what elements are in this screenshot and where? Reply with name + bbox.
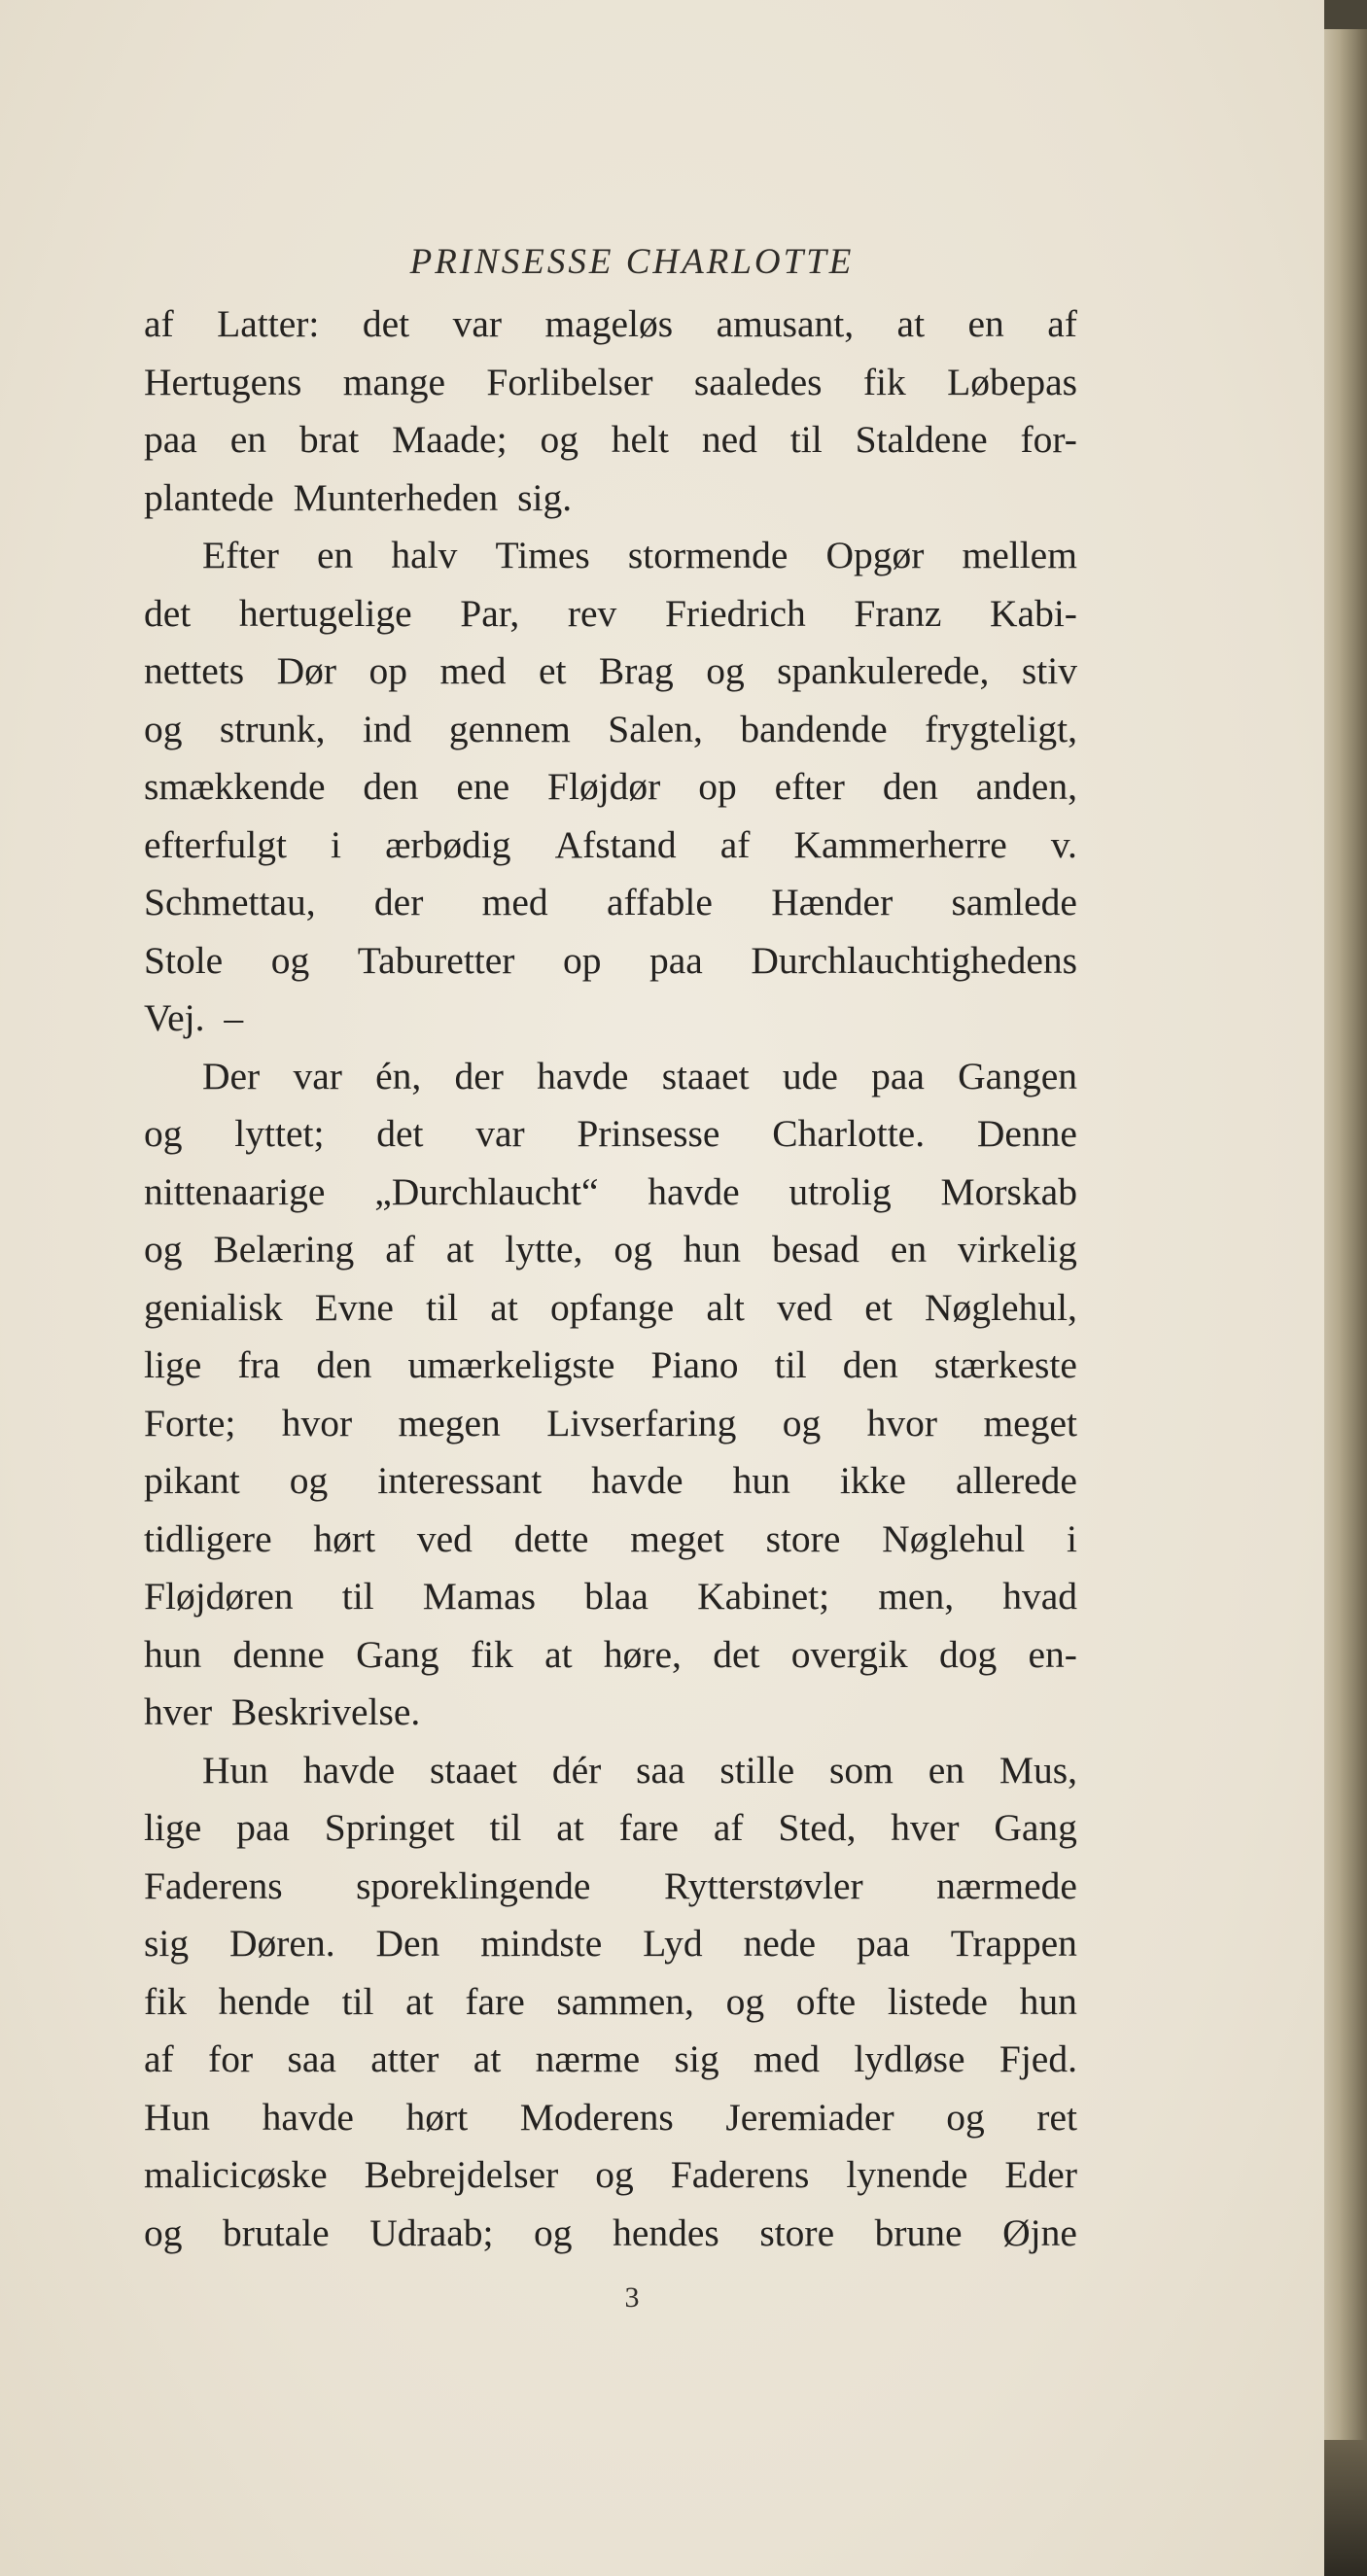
word: Springet <box>324 1806 455 1849</box>
text-line <box>144 2205 1077 2263</box>
word: Mus, <box>999 1748 1077 1792</box>
word: allerede <box>955 1459 1077 1502</box>
text-line <box>144 1221 1077 1279</box>
word: den <box>316 1343 372 1386</box>
word: overgik <box>790 1632 908 1676</box>
word: helt <box>611 418 670 461</box>
text-line <box>144 1048 1077 1106</box>
text-line <box>144 1742 1077 1800</box>
word: ind <box>362 707 412 750</box>
word: fare <box>618 1806 679 1849</box>
word: Kabinet; <box>697 1575 830 1618</box>
word: Friedrich <box>664 591 806 635</box>
word: en- <box>1028 1632 1077 1676</box>
word: paa <box>871 1054 925 1097</box>
text-line <box>144 2146 1077 2205</box>
word: op <box>368 649 407 692</box>
word: brat <box>298 418 360 461</box>
word: en <box>317 534 354 576</box>
word: i <box>331 822 341 866</box>
word: ene <box>456 765 510 808</box>
word: paa <box>649 938 703 982</box>
word: saaledes <box>693 360 823 403</box>
text-line <box>144 932 1077 991</box>
word: Forte; <box>144 1401 236 1445</box>
word: Kabi- <box>990 591 1077 635</box>
word: Hun <box>144 2095 211 2139</box>
word: hun <box>144 1632 202 1676</box>
word: var <box>293 1054 342 1097</box>
word: af <box>713 1806 744 1849</box>
word: en <box>967 302 1004 345</box>
word: Par, <box>460 591 520 635</box>
word: Denne <box>976 1112 1077 1155</box>
word: Den <box>375 1922 440 1965</box>
word: Gang <box>994 1806 1077 1849</box>
word: en <box>229 418 266 461</box>
word: sammen, <box>556 1979 694 2023</box>
word: til <box>426 1285 459 1329</box>
word: nettets <box>144 649 245 692</box>
text-line <box>144 411 1077 470</box>
word: rev <box>567 591 617 635</box>
text-line <box>144 1858 1077 1916</box>
word: brutale <box>223 2210 330 2254</box>
word: atter <box>370 2037 439 2080</box>
word: ret <box>1036 2095 1077 2139</box>
word: var <box>475 1112 525 1155</box>
word: men, <box>878 1575 955 1618</box>
word: ved <box>777 1285 833 1329</box>
word: megen <box>398 1401 501 1445</box>
word: efterfulgt <box>144 822 287 866</box>
word: Dør <box>276 649 337 692</box>
word: dog <box>938 1632 998 1676</box>
word: paa <box>236 1806 290 1849</box>
word: Gangen <box>958 1054 1077 1097</box>
word: Øjne <box>1002 2210 1077 2254</box>
word: store <box>765 1516 841 1560</box>
word: var <box>452 302 503 345</box>
word: fik <box>144 1979 187 2023</box>
word: at <box>405 1979 434 2023</box>
word: op <box>562 938 602 982</box>
word: det <box>376 1112 424 1155</box>
word: nærme <box>535 2037 641 2080</box>
word: hvad <box>1002 1575 1077 1618</box>
word: fare <box>465 1979 525 2023</box>
word: Mamas <box>422 1575 537 1618</box>
word: til <box>341 1979 374 2023</box>
word: og <box>289 1459 329 1502</box>
word: Latter: <box>217 302 320 345</box>
word: stille <box>719 1748 795 1792</box>
word: „Durchlaucht“ <box>374 1169 599 1213</box>
word: at <box>445 1228 474 1271</box>
word: dér <box>551 1748 602 1792</box>
word: hvor <box>281 1401 353 1445</box>
word: det <box>144 591 192 635</box>
word: af <box>144 302 174 345</box>
word: saa <box>636 1748 685 1792</box>
word: opfange <box>549 1285 675 1329</box>
word: Times <box>495 534 590 576</box>
word: havde <box>302 1748 396 1792</box>
word: hun <box>732 1459 790 1502</box>
word: nittenaarige <box>144 1169 326 1213</box>
word: blaa <box>584 1575 648 1618</box>
text-line: Vej. – <box>144 996 244 1039</box>
word: Lyd <box>643 1922 703 1965</box>
word: genialisk <box>144 1285 283 1329</box>
word: at <box>490 1285 518 1329</box>
word: ved <box>416 1516 473 1560</box>
text-line: hver Beskrivelse. <box>144 1690 421 1733</box>
text-line <box>144 585 1077 644</box>
word: mellem <box>962 534 1077 576</box>
word: og <box>540 418 578 461</box>
word: Kammerherre <box>793 822 1007 866</box>
word: den <box>882 765 938 808</box>
text-line <box>144 1395 1077 1453</box>
word: sig <box>144 1922 190 1965</box>
word: staaet <box>430 1748 517 1792</box>
word: smækkende <box>144 765 326 808</box>
word: Nøglehul <box>882 1516 1026 1560</box>
word: Jeremiader <box>725 2095 894 2139</box>
word: Hertugens <box>144 360 302 403</box>
word: med <box>439 649 507 692</box>
word: havde <box>648 1169 740 1213</box>
word: for <box>208 2037 254 2080</box>
word: havde <box>591 1459 684 1502</box>
word: amusant, <box>716 302 855 345</box>
word: Bebrejdelser <box>364 2153 559 2196</box>
word: og <box>144 1112 183 1155</box>
word: og <box>534 2210 573 2254</box>
word: pikant <box>144 1459 240 1502</box>
word: sig <box>674 2037 719 2080</box>
word: Staldene <box>855 418 988 461</box>
word: denne <box>232 1632 325 1676</box>
text-line <box>144 1973 1077 2032</box>
text-line <box>144 817 1077 875</box>
text-line <box>144 1799 1077 1858</box>
text-line <box>144 1626 1077 1685</box>
word: dette <box>513 1516 589 1560</box>
word: meget <box>983 1401 1077 1445</box>
word: ikke <box>839 1459 906 1502</box>
word: Der <box>202 1054 261 1097</box>
text-line <box>144 643 1077 701</box>
word: til <box>789 418 823 461</box>
word: af <box>719 822 751 866</box>
text-line <box>144 874 1077 932</box>
word: lige <box>144 1806 202 1849</box>
text-line: plantede Munterheden sig. <box>144 475 573 519</box>
word: halv <box>391 534 458 576</box>
word: utrolig <box>789 1169 892 1213</box>
word: havde <box>262 2095 354 2139</box>
word: Hænder <box>771 881 894 923</box>
text-line <box>144 354 1077 412</box>
word: af <box>144 2037 174 2080</box>
word: Forlibelser <box>486 360 653 403</box>
word: op <box>698 765 737 808</box>
word: Schmettau, <box>144 881 316 923</box>
word: Morskab <box>940 1169 1077 1213</box>
page-corner-bottom <box>1324 2440 1367 2576</box>
word: ude <box>782 1054 838 1097</box>
text-line <box>144 296 1077 354</box>
word: hørt <box>313 1516 376 1560</box>
word: at <box>544 1632 573 1676</box>
word: brune <box>874 2210 963 2254</box>
word: mange <box>342 360 446 403</box>
word: det <box>362 302 410 345</box>
word: hendes <box>613 2210 719 2254</box>
page-number: 3 <box>624 2281 640 2314</box>
word: ofte <box>795 1979 857 2023</box>
word: stormende <box>627 534 789 576</box>
text-line <box>144 758 1077 817</box>
word: stiv <box>1021 649 1077 692</box>
word: Durchlauchtighedens <box>751 938 1077 982</box>
word: ærbødig <box>385 822 511 866</box>
word: umærkeligste <box>407 1343 615 1386</box>
word: hun <box>1019 1979 1077 2023</box>
word: Nøglehul, <box>925 1285 1077 1329</box>
word: fik <box>862 360 906 403</box>
word: affable <box>606 881 713 923</box>
word: høre, <box>603 1632 682 1676</box>
word: der <box>454 1054 504 1097</box>
word: med <box>754 2037 821 2080</box>
word: Løbepas <box>947 360 1077 403</box>
word: Gang <box>356 1632 439 1676</box>
word: interessant <box>377 1459 543 1502</box>
word: mageløs <box>544 302 674 345</box>
word: at <box>896 302 926 345</box>
word: besad <box>771 1228 859 1271</box>
word: lytte, <box>505 1228 583 1271</box>
word: at <box>556 1806 584 1849</box>
word: nede <box>743 1922 817 1965</box>
word: Sted, <box>778 1806 857 1849</box>
word: efter <box>774 765 845 808</box>
word: i <box>1066 1516 1077 1560</box>
word: hver <box>891 1806 960 1849</box>
word: Maade; <box>392 418 508 461</box>
word: til <box>489 1806 522 1849</box>
word: Opgør <box>825 534 925 576</box>
word: Moderens <box>519 2095 674 2139</box>
word: paa <box>144 418 197 461</box>
word: og <box>725 1979 765 2023</box>
word: et <box>864 1285 893 1329</box>
word: Franz <box>854 591 942 635</box>
word: listede <box>887 1979 988 2023</box>
text-line <box>144 1164 1077 1222</box>
word: til <box>341 1575 374 1618</box>
word: Livserfaring <box>546 1401 737 1445</box>
text-line <box>144 527 1077 585</box>
word: Eder <box>1004 2153 1077 2196</box>
word: Afstand <box>554 822 677 866</box>
word: Belæring <box>213 1228 355 1271</box>
word: for- <box>1020 418 1077 461</box>
word: v. <box>1050 822 1077 866</box>
word: virkelig <box>958 1228 1077 1271</box>
text-line <box>144 1337 1077 1395</box>
word: og <box>144 707 183 750</box>
text-line <box>144 2031 1077 2089</box>
word: Stole <box>144 938 224 982</box>
word: og <box>595 2153 634 2196</box>
word: store <box>759 2210 835 2254</box>
word: samlede <box>951 881 1077 923</box>
word: Efter <box>202 534 279 576</box>
word: bandende <box>740 707 888 750</box>
text-line <box>144 2089 1077 2147</box>
word: paa <box>856 1922 910 1965</box>
word: én, <box>375 1054 422 1097</box>
word: mindste <box>480 1922 603 1965</box>
word: anden, <box>975 765 1077 808</box>
word: spankulerede, <box>777 649 990 692</box>
body-text <box>144 296 1077 2262</box>
word: hertugelige <box>238 591 412 635</box>
text-line <box>144 1568 1077 1626</box>
word: hun <box>683 1228 741 1271</box>
word: alt <box>706 1285 745 1329</box>
text-line <box>144 1105 1077 1164</box>
word: Faderens <box>670 2153 810 2196</box>
text-line <box>144 701 1077 759</box>
word: til <box>774 1343 807 1386</box>
word: strunk, <box>219 707 326 750</box>
word: meget <box>630 1516 724 1560</box>
word: der <box>373 881 424 923</box>
word: Fløjdør <box>547 765 661 808</box>
text-line <box>144 1915 1077 1973</box>
word: Evne <box>314 1285 394 1329</box>
word: hende <box>218 1979 310 2023</box>
word: en <box>928 1748 965 1792</box>
word: af <box>1047 302 1077 345</box>
word: havde <box>537 1054 629 1097</box>
page-edge-shadow <box>1324 0 1367 2576</box>
word: Rytterstøvler <box>663 1863 863 1907</box>
word: fra <box>237 1343 281 1386</box>
word: og <box>706 649 745 692</box>
word: som <box>829 1748 894 1792</box>
word: stærkeste <box>933 1343 1077 1386</box>
text-line <box>144 1279 1077 1338</box>
word: den <box>842 1343 898 1386</box>
word: af <box>385 1228 415 1271</box>
word: saa <box>287 2037 336 2080</box>
text-line <box>144 1511 1077 1569</box>
word: sporeklingende <box>356 1863 591 1907</box>
word: malicicøske <box>144 2153 328 2196</box>
word: en <box>890 1228 928 1271</box>
running-head: PRINSESSE CHARLOTTE <box>409 242 855 282</box>
word: lynende <box>846 2153 968 2196</box>
word: et <box>538 649 567 692</box>
word: Piano <box>650 1343 739 1386</box>
word: lige <box>144 1343 202 1386</box>
word: at <box>473 2037 502 2080</box>
word: og <box>613 1228 652 1271</box>
page-corner-top <box>1324 0 1367 29</box>
word: staaet <box>661 1054 750 1097</box>
word: Salen, <box>608 707 703 750</box>
word: Brag <box>598 649 674 692</box>
word: Hun <box>202 1748 269 1792</box>
word: frygteligt, <box>925 707 1077 750</box>
word: Taburetter <box>357 938 515 982</box>
word: den <box>363 765 419 808</box>
word: hørt <box>405 2095 469 2139</box>
word: hvor <box>866 1401 938 1445</box>
word: lydløse <box>854 2037 965 2080</box>
word: og <box>144 1228 183 1271</box>
word: og <box>782 1401 822 1445</box>
word: Fløjdøren <box>144 1575 294 1618</box>
word: med <box>481 881 548 923</box>
word: og <box>946 2095 985 2139</box>
word: nærmede <box>936 1863 1077 1907</box>
word: Prinsesse <box>577 1112 720 1155</box>
word: Charlotte. <box>772 1112 926 1155</box>
word: og <box>270 938 310 982</box>
word: Døren. <box>229 1922 335 1965</box>
word: Udraab; <box>369 2210 494 2254</box>
word: og <box>144 2210 183 2254</box>
word: gennem <box>448 707 571 750</box>
word: det <box>713 1632 760 1676</box>
text-line <box>144 1452 1077 1511</box>
word: lyttet; <box>234 1112 325 1155</box>
word: ned <box>701 418 757 461</box>
word: Trappen <box>950 1922 1077 1965</box>
word: Faderens <box>144 1863 283 1907</box>
word: tidligere <box>144 1516 272 1560</box>
word: Fjed. <box>999 2037 1077 2080</box>
word: fik <box>470 1632 513 1676</box>
